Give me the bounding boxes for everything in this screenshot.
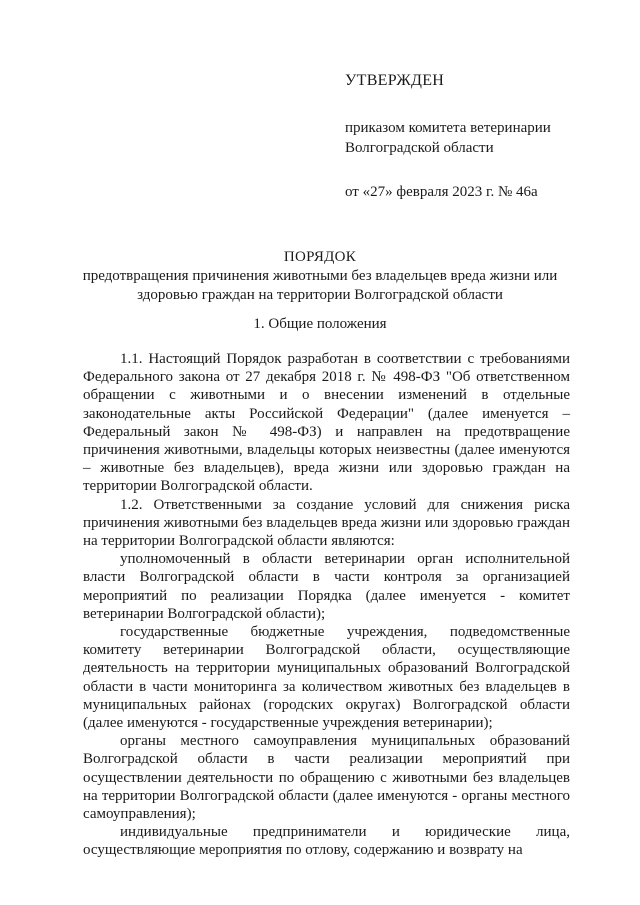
section-title: 1. Общие положения	[253, 316, 387, 332]
approval-date: от «27» февраля 2023 г. № 46а	[345, 184, 538, 200]
paragraph-1-2: 1.2. Ответственными за создание условий для снижения риска причинения животными без владельцев вреда жизни или здоровью граждан на территории Волгоградской области являются:	[83, 496, 570, 550]
paragraph-1-1: 1.1. Настоящий Порядок разработан в соответствии с требованиями Федерального закона от 27 декабря 2018 г. № 498-ФЗ "Об ответственном обращении с животными и о внесении изменений в отдельные законодательные акты Российской Федерации" (далее именуется – Федеральный закон № 498-ФЗ) и направлен на предотвращение причинения животными, владельцы которых неизвестны (далее именуются – животные без владельцев), вреда жизни или здоровью граждан на территории Волгоградской области.	[83, 351, 570, 495]
paragraph-vet-authority: уполномоченный в области ветеринарии орган исполнительной власти Волгоградской области в части контроля за организацией мероприятий по реализации Порядка (далее именуется - комитет ветеринарии Волгоградской области);	[83, 551, 570, 622]
paragraph-state-institutions: государственные бюджетные учреждения, подведомственные комитету ветеринарии Волгоградской области, осуществляющие деятельность на территории муниципальных образований Волгоградской области в части мониторинга за количеством животных без владельцев в муниципальных районах (городских округах) Волгоградской области (далее именуются - государственные учреждения ветеринарии);	[83, 624, 570, 732]
document-subtitle-line2: здоровью граждан на территории Волгоградской области	[137, 287, 503, 303]
paragraph-entrepreneurs: индивидуальные предприниматели и юридические лица, осуществляющие мероприятия по отлову, содержанию и возврату на	[83, 824, 570, 859]
approval-title: УТВЕРЖДЕН	[345, 72, 445, 89]
approval-region-line: Волгоградской области	[345, 140, 494, 156]
document-heading: ПОРЯДОК	[283, 249, 357, 265]
approval-block	[345, 72, 605, 202]
document-subtitle-line1: предотвращения причинения животными без владельцев вреда жизни или	[82, 268, 558, 284]
paragraph-local-government: органы местного самоуправления муниципальных образований Волгоградской области в части реализации мероприятий при осуществлении деятельности по обращению с животными без владельцев на территории Волгоградской области (далее именуются - органы местного самоуправления);	[83, 733, 570, 823]
document-body	[83, 350, 570, 860]
approval-order-line: приказом комитета ветеринарии	[345, 120, 551, 136]
document-title-block	[80, 247, 560, 305]
